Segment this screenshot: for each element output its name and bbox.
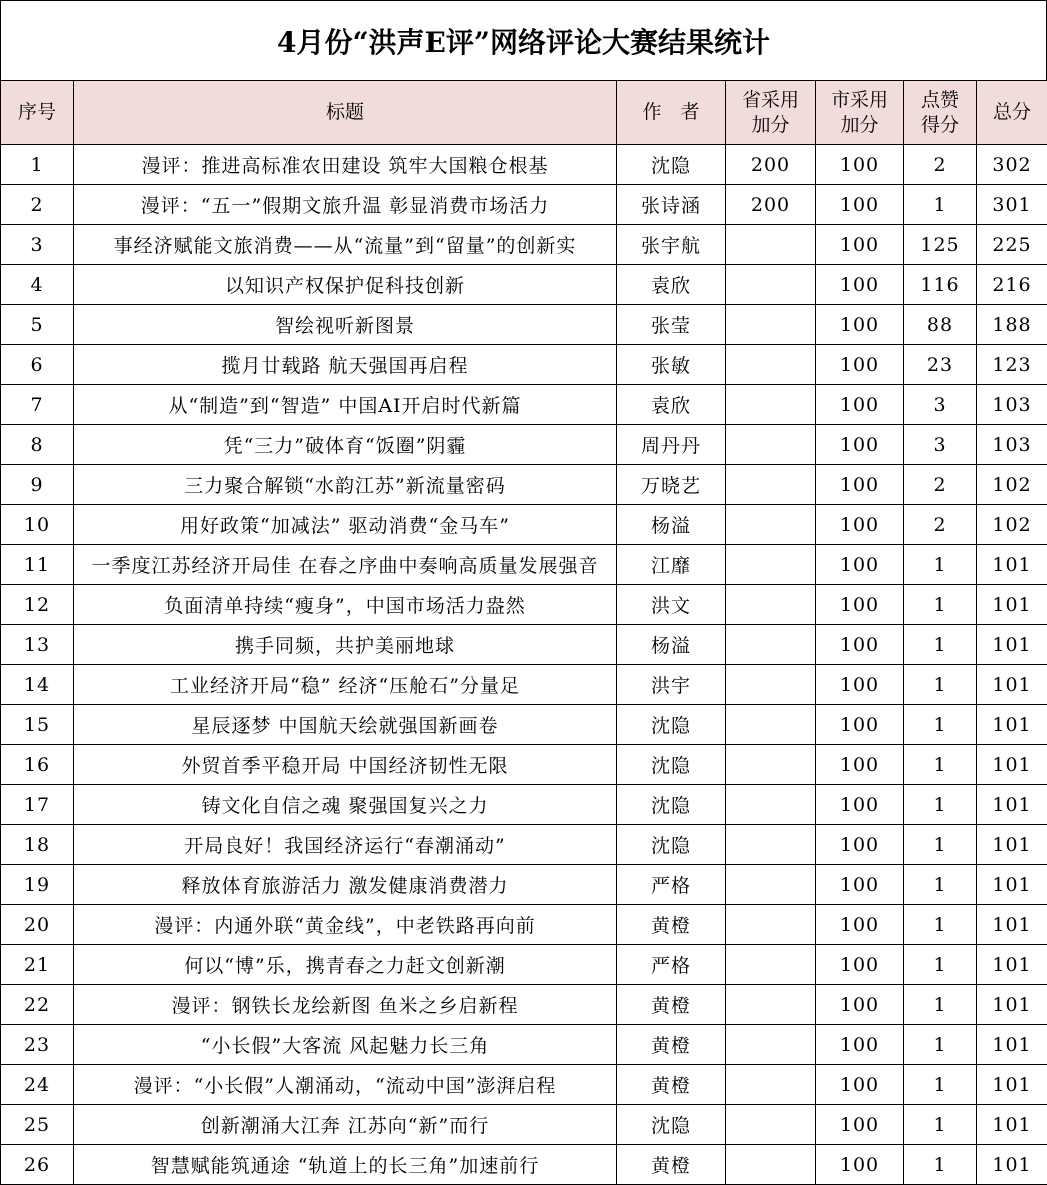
province-bonus [726, 385, 816, 425]
header-title: 标题 [74, 81, 617, 145]
province-bonus [726, 1025, 816, 1065]
author-name: 沈隐 [617, 785, 726, 825]
table-row [1, 1025, 1047, 1065]
header-province-line1: 省采用 [726, 88, 815, 113]
total-score: 102 [977, 465, 1047, 505]
author-name: 严格 [617, 865, 726, 905]
row-number: 18 [1, 825, 74, 865]
article-title [74, 785, 617, 825]
article-title-text: 负面清单持续“瘦身”，中国市场活力盎然 [164, 591, 525, 618]
like-score: 1 [904, 985, 977, 1025]
province-bonus [726, 585, 816, 625]
article-title [74, 865, 617, 905]
city-bonus: 100 [816, 1065, 904, 1105]
like-score: 1 [904, 945, 977, 985]
article-title [74, 465, 617, 505]
like-score: 1 [904, 185, 977, 225]
like-score: 1 [904, 705, 977, 745]
author-name: 黄橙 [617, 1065, 726, 1105]
city-bonus: 100 [816, 145, 904, 185]
like-score: 1 [904, 1105, 977, 1145]
total-score: 101 [977, 1025, 1047, 1065]
article-title-text: 何以“博”乐，携青春之力赶文创新潮 [184, 951, 505, 978]
province-bonus [726, 705, 816, 745]
total-score: 103 [977, 425, 1047, 465]
row-number: 3 [1, 225, 74, 265]
table-row [1, 825, 1047, 865]
header-province-bonus [726, 81, 816, 145]
article-title [74, 905, 617, 945]
table-row [1, 745, 1047, 785]
like-score: 1 [904, 905, 977, 945]
header-total: 总分 [977, 81, 1047, 145]
province-bonus: 200 [726, 185, 816, 225]
article-title-text: 漫评：“五一”假期文旅升温 彰显消费市场活力 [141, 191, 549, 218]
row-number: 24 [1, 1065, 74, 1105]
row-number: 10 [1, 505, 74, 545]
total-score: 101 [977, 625, 1047, 665]
table-row [1, 865, 1047, 905]
city-bonus: 100 [816, 1145, 904, 1185]
table-row [1, 665, 1047, 705]
table-row [1, 1105, 1047, 1145]
row-number: 13 [1, 625, 74, 665]
city-bonus: 100 [816, 385, 904, 425]
author-name: 江靡 [617, 545, 726, 585]
table-row [1, 225, 1047, 265]
total-score: 101 [977, 785, 1047, 825]
province-bonus [726, 1065, 816, 1105]
total-score: 301 [977, 185, 1047, 225]
province-bonus [726, 265, 816, 305]
row-number: 22 [1, 985, 74, 1025]
city-bonus: 100 [816, 625, 904, 665]
like-score: 1 [904, 625, 977, 665]
author-name: 黄橙 [617, 1025, 726, 1065]
city-bonus: 100 [816, 545, 904, 585]
total-score: 101 [977, 985, 1047, 1025]
author-name: 沈隐 [617, 705, 726, 745]
total-score: 101 [977, 905, 1047, 945]
header-like-score [904, 81, 977, 145]
province-bonus [726, 1105, 816, 1145]
header-like-line2: 得分 [904, 113, 976, 138]
row-number: 15 [1, 705, 74, 745]
like-score: 3 [904, 425, 977, 465]
article-title [74, 585, 617, 625]
row-number: 1 [1, 145, 74, 185]
author-name: 严格 [617, 945, 726, 985]
province-bonus [726, 425, 816, 465]
province-bonus [726, 865, 816, 905]
province-bonus [726, 785, 816, 825]
article-title-text: 漫评：内通外联“黄金线”，中老铁路再向前 [154, 911, 535, 938]
like-score: 1 [904, 665, 977, 705]
table-row [1, 305, 1047, 345]
article-title-text: 以知识产权保护促科技创新 [225, 271, 465, 298]
total-score: 101 [977, 825, 1047, 865]
table-row [1, 945, 1047, 985]
table-row [1, 185, 1047, 225]
article-title [74, 625, 617, 665]
author-name: 张宇航 [617, 225, 726, 265]
author-name: 周丹丹 [617, 425, 726, 465]
header-city-bonus [816, 81, 904, 145]
table-row [1, 425, 1047, 465]
table-row [1, 785, 1047, 825]
row-number: 17 [1, 785, 74, 825]
province-bonus [726, 1145, 816, 1185]
article-title-text: 从“制造”到“智造” 中国AI开启时代新篇 [168, 391, 521, 418]
author-name: 杨溢 [617, 625, 726, 665]
province-bonus [726, 225, 816, 265]
article-title [74, 505, 617, 545]
article-title-text: 开局良好！我国经济运行“春潮涌动” [184, 831, 505, 858]
article-title-text: 铸文化自信之魂 聚强国复兴之力 [201, 791, 488, 818]
province-bonus [726, 545, 816, 585]
row-number: 19 [1, 865, 74, 905]
article-title [74, 985, 617, 1025]
row-number: 2 [1, 185, 74, 225]
table-row [1, 905, 1047, 945]
city-bonus: 100 [816, 465, 904, 505]
author-name: 沈隐 [617, 145, 726, 185]
article-title-text: 智慧赋能筑通途 “轨道上的长三角”加速前行 [151, 1151, 539, 1178]
article-title-text: 星辰逐梦 中国航天绘就强国新画卷 [191, 711, 498, 738]
city-bonus: 100 [816, 505, 904, 545]
total-score: 101 [977, 865, 1047, 905]
city-bonus: 100 [816, 305, 904, 345]
total-score: 123 [977, 345, 1047, 385]
row-number: 11 [1, 545, 74, 585]
like-score: 1 [904, 745, 977, 785]
city-bonus: 100 [816, 1105, 904, 1145]
total-score: 216 [977, 265, 1047, 305]
article-title-text: 漫评：“小长假”人潮涌动，“流动中国”澎湃启程 [134, 1071, 557, 1098]
total-score: 101 [977, 665, 1047, 705]
table-row [1, 1145, 1047, 1185]
article-title [74, 385, 617, 425]
author-name: 张敏 [617, 345, 726, 385]
province-bonus: 200 [726, 145, 816, 185]
province-bonus [726, 305, 816, 345]
article-title-text: 事经济赋能文旅消费——从“流量”到“留量”的创新实 [114, 231, 577, 258]
province-bonus [726, 945, 816, 985]
table-row [1, 705, 1047, 745]
row-number: 16 [1, 745, 74, 785]
like-score: 1 [904, 1145, 977, 1185]
province-bonus [726, 745, 816, 785]
total-score: 101 [977, 585, 1047, 625]
like-score: 1 [904, 1065, 977, 1105]
total-score: 103 [977, 385, 1047, 425]
author-name: 洪文 [617, 585, 726, 625]
row-number: 6 [1, 345, 74, 385]
total-score: 101 [977, 1145, 1047, 1185]
row-number: 4 [1, 265, 74, 305]
article-title-text: “小长假”大客流 风起魅力长三角 [201, 1031, 489, 1058]
article-title-text: 携手同频，共护美丽地球 [235, 631, 455, 658]
author-name: 黄橙 [617, 985, 726, 1025]
article-title-text: 一季度江苏经济开局佳 在春之序曲中奏响高质量发展强音 [91, 551, 598, 578]
article-title [74, 1025, 617, 1065]
article-title-text: 揽月廿载路 航天强国再启程 [221, 351, 468, 378]
total-score: 101 [977, 705, 1047, 745]
table-row [1, 385, 1047, 425]
header-province-line2: 加分 [726, 113, 815, 138]
city-bonus: 100 [816, 585, 904, 625]
table-row [1, 1065, 1047, 1105]
header-row [1, 81, 1047, 145]
like-score: 116 [904, 265, 977, 305]
city-bonus: 100 [816, 985, 904, 1025]
author-name: 袁欣 [617, 385, 726, 425]
total-score: 101 [977, 545, 1047, 585]
row-number: 26 [1, 1145, 74, 1185]
header-city-line2: 加分 [816, 113, 903, 138]
article-title [74, 745, 617, 785]
article-title-text: 凭“三力”破体育“饭圈”阴霾 [224, 431, 467, 458]
city-bonus: 100 [816, 945, 904, 985]
article-title [74, 1145, 617, 1185]
like-score: 1 [904, 785, 977, 825]
city-bonus: 100 [816, 905, 904, 945]
author-name: 袁欣 [617, 265, 726, 305]
article-title-text: 创新潮涌大江奔 江苏向“新”而行 [201, 1111, 489, 1138]
article-title [74, 185, 617, 225]
row-number: 9 [1, 465, 74, 505]
total-score: 102 [977, 505, 1047, 545]
table-row [1, 465, 1047, 505]
like-score: 88 [904, 305, 977, 345]
author-name: 沈隐 [617, 745, 726, 785]
total-score: 101 [977, 745, 1047, 785]
article-title-text: 工业经济开局“稳” 经济“压舱石”分量足 [170, 671, 520, 698]
like-score: 1 [904, 585, 977, 625]
author-name: 沈隐 [617, 1105, 726, 1145]
province-bonus [726, 505, 816, 545]
like-score: 2 [904, 505, 977, 545]
table-row [1, 505, 1047, 545]
row-number: 8 [1, 425, 74, 465]
article-title-text: 漫评：钢铁长龙绘新图 鱼米之乡启新程 [171, 991, 518, 1018]
table-row [1, 145, 1047, 185]
author-name: 张莹 [617, 305, 726, 345]
article-title [74, 305, 617, 345]
author-name: 沈隐 [617, 825, 726, 865]
city-bonus: 100 [816, 865, 904, 905]
row-number: 7 [1, 385, 74, 425]
city-bonus: 100 [816, 745, 904, 785]
like-score: 1 [904, 825, 977, 865]
author-name: 洪宇 [617, 665, 726, 705]
table-row [1, 545, 1047, 585]
article-title-text: 外贸首季平稳开局 中国经济韧性无限 [181, 751, 508, 778]
total-score: 302 [977, 145, 1047, 185]
article-title [74, 1105, 617, 1145]
header-author: 作 者 [617, 81, 726, 145]
article-title-text: 智绘视听新图景 [275, 311, 415, 338]
results-table [0, 80, 1047, 1185]
author-name: 张诗涵 [617, 185, 726, 225]
table-row [1, 985, 1047, 1025]
article-title [74, 265, 617, 305]
like-score: 3 [904, 385, 977, 425]
table-row [1, 625, 1047, 665]
article-title [74, 1065, 617, 1105]
article-title [74, 545, 617, 585]
total-score: 225 [977, 225, 1047, 265]
like-score: 1 [904, 865, 977, 905]
province-bonus [726, 345, 816, 385]
table-row [1, 265, 1047, 305]
like-score: 2 [904, 145, 977, 185]
article-title [74, 225, 617, 265]
city-bonus: 100 [816, 345, 904, 385]
author-name: 黄橙 [617, 905, 726, 945]
header-no: 序号 [1, 81, 74, 145]
row-number: 12 [1, 585, 74, 625]
province-bonus [726, 665, 816, 705]
province-bonus [726, 905, 816, 945]
like-score: 1 [904, 545, 977, 585]
row-number: 20 [1, 905, 74, 945]
header-city-line1: 市采用 [816, 88, 903, 113]
row-number: 14 [1, 665, 74, 705]
city-bonus: 100 [816, 225, 904, 265]
city-bonus: 100 [816, 825, 904, 865]
article-title [74, 665, 617, 705]
like-score: 125 [904, 225, 977, 265]
author-name: 黄橙 [617, 1145, 726, 1185]
like-score: 1 [904, 1025, 977, 1065]
province-bonus [726, 465, 816, 505]
city-bonus: 100 [816, 665, 904, 705]
row-number: 23 [1, 1025, 74, 1065]
like-score: 23 [904, 345, 977, 385]
total-score: 101 [977, 1105, 1047, 1145]
city-bonus: 100 [816, 1025, 904, 1065]
city-bonus: 100 [816, 185, 904, 225]
author-name: 杨溢 [617, 505, 726, 545]
city-bonus: 100 [816, 785, 904, 825]
total-score: 188 [977, 305, 1047, 345]
table-row [1, 585, 1047, 625]
city-bonus: 100 [816, 265, 904, 305]
row-number: 21 [1, 945, 74, 985]
row-number: 25 [1, 1105, 74, 1145]
city-bonus: 100 [816, 425, 904, 465]
article-title-text: 用好政策“加减法” 驱动消费“金马车” [180, 511, 510, 538]
header-like-line1: 点赞 [904, 88, 976, 113]
article-title [74, 425, 617, 465]
article-title [74, 705, 617, 745]
author-name: 万晓艺 [617, 465, 726, 505]
province-bonus [726, 625, 816, 665]
total-score: 101 [977, 1065, 1047, 1105]
article-title [74, 345, 617, 385]
article-title-text: 漫评：推进高标准农田建设 筑牢大国粮仓根基 [141, 151, 548, 178]
article-title [74, 145, 617, 185]
article-title-text: 释放体育旅游活力 激发健康消费潜力 [181, 871, 508, 898]
sheet-title: 4月份“洪声E评”网络评论大赛结果统计 [0, 0, 1047, 80]
province-bonus [726, 985, 816, 1025]
row-number: 5 [1, 305, 74, 345]
article-title [74, 945, 617, 985]
article-title-text: 三力聚合解锁“水韵江苏”新流量密码 [184, 471, 505, 498]
like-score: 2 [904, 465, 977, 505]
article-title [74, 825, 617, 865]
province-bonus [726, 825, 816, 865]
city-bonus: 100 [816, 705, 904, 745]
total-score: 101 [977, 945, 1047, 985]
table-row [1, 345, 1047, 385]
